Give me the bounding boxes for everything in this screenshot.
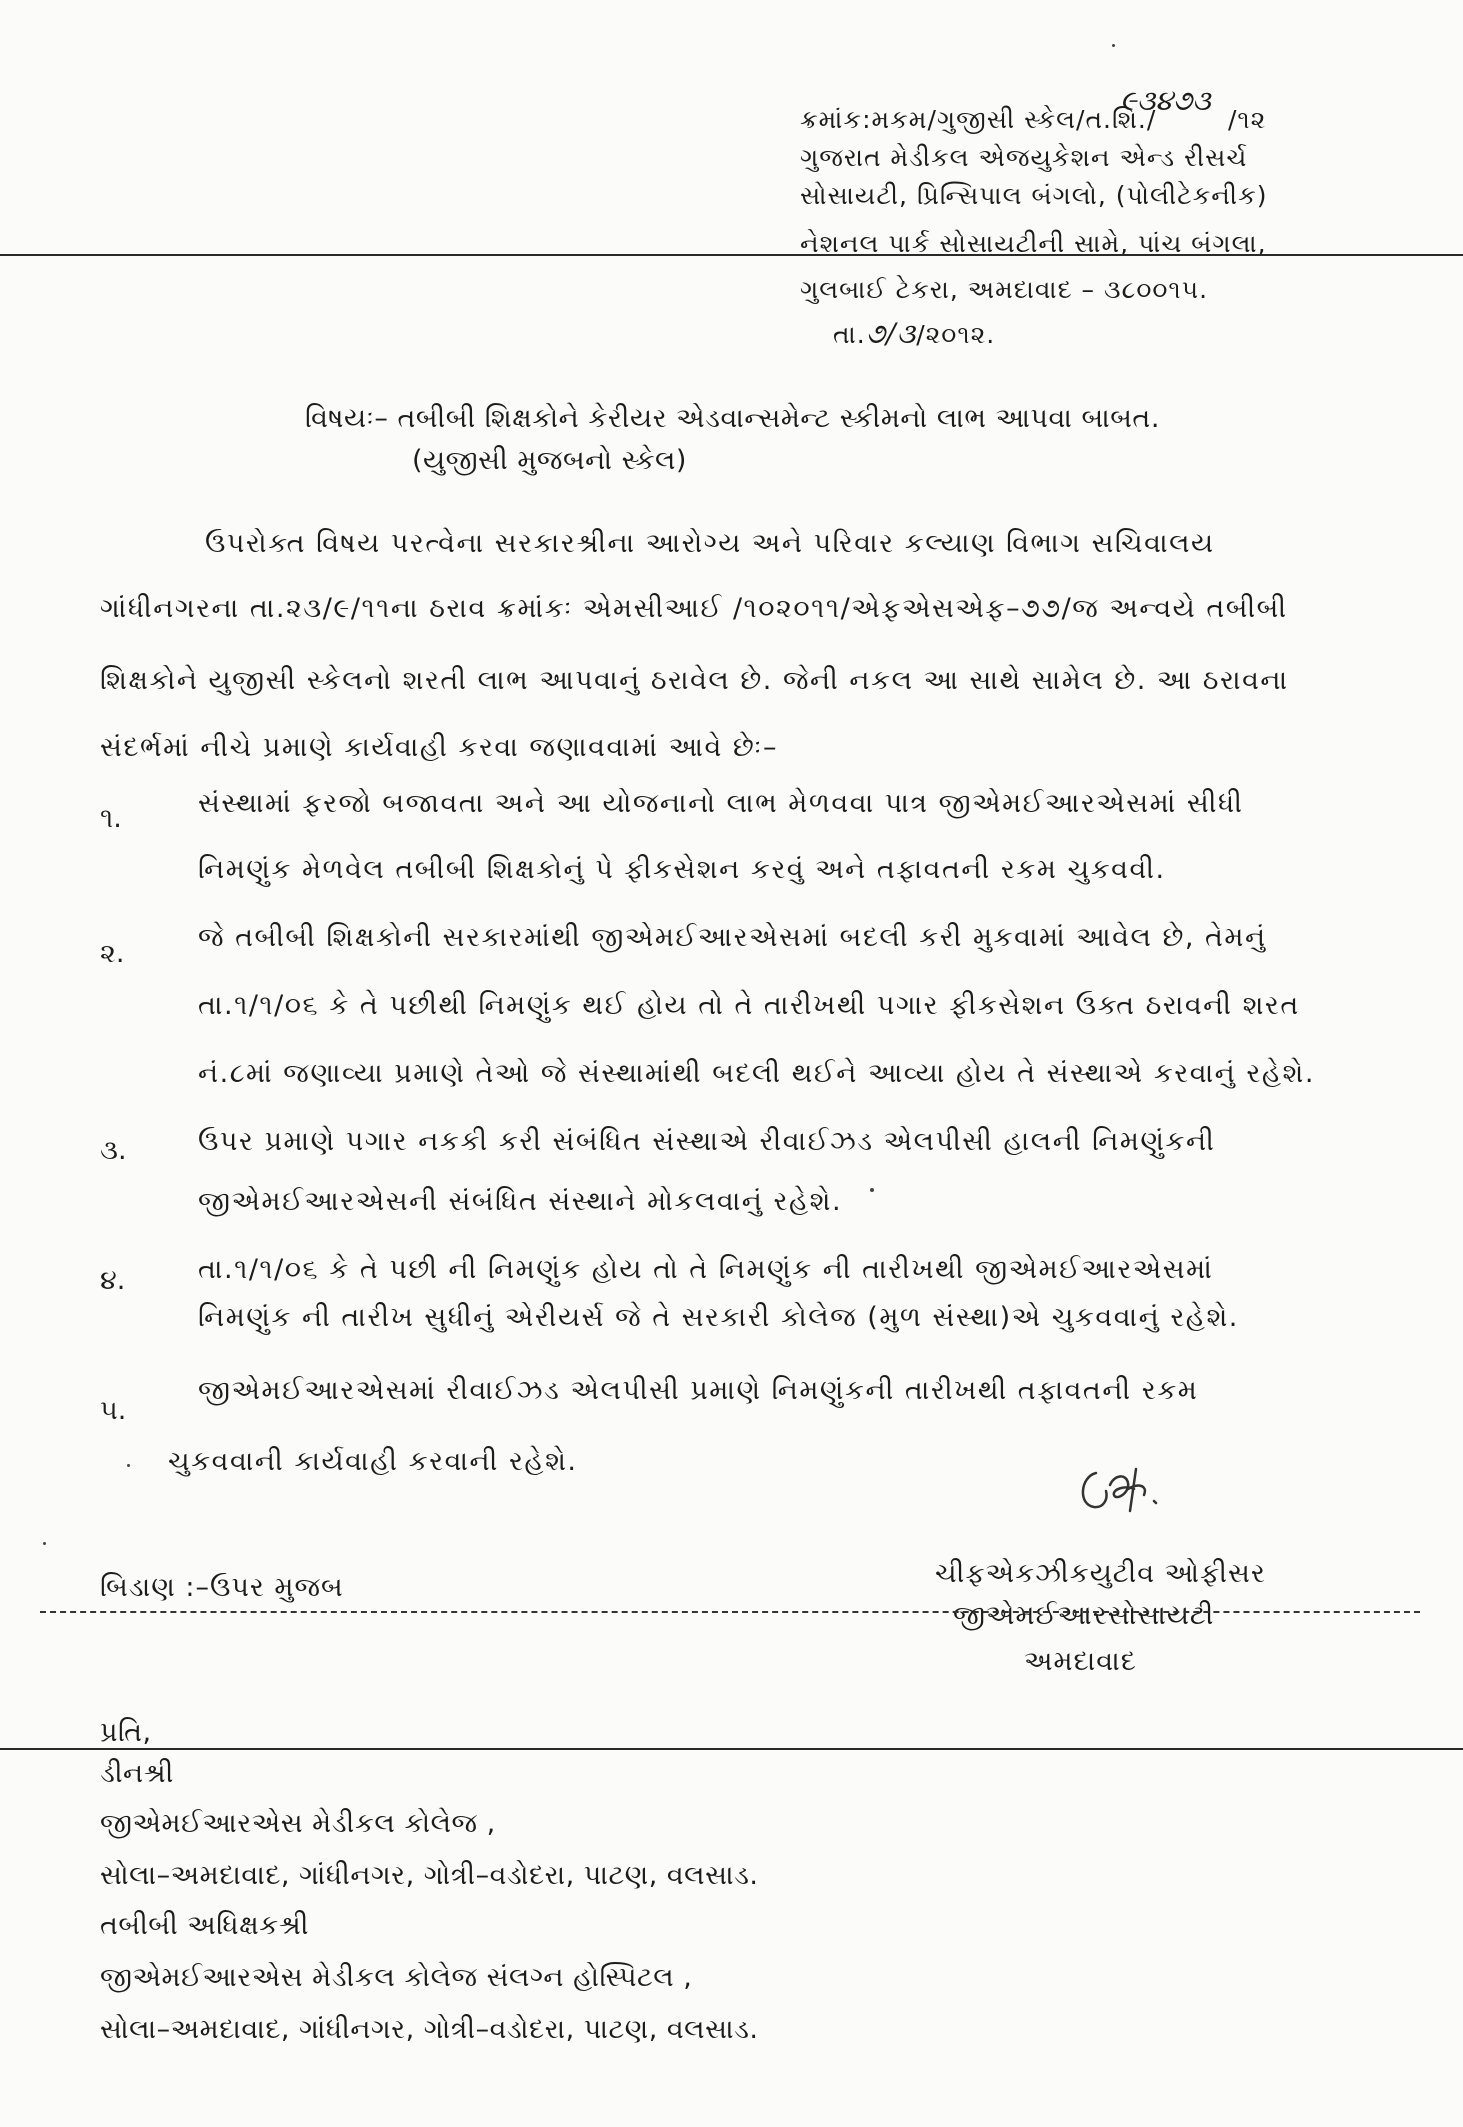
item-line: ઉપર પ્રમાણે પગાર નકકી કરી સંબંધિત સંસ્થાએ રીવાઈઝડ એલપીસી હાલની નિમણુંકની: [198, 1126, 1216, 1157]
item-line: નિમણુંક ની તારીખ સુધીનું એરીયર્સ જે તે સરકારી કોલેજ (મુળ સંસ્થા)એ ચુકવવાનું રહેશે.: [198, 1302, 1239, 1333]
org-address-line: નેશનલ પાર્ક સોસાયટીની સામે, પાંચ બંગલા,: [800, 229, 1267, 258]
addressee-line: સોલા–અમદાવાદ, ગાંધીનગર, ગોત્રી–વડોદરા, પાટણ, વલસાડ.: [100, 2014, 759, 2045]
handwritten-date: ૭/૩: [865, 317, 917, 350]
item-line: નિમણુંક મેળવેલ તબીબી શિક્ષકોનું પે ફીકસેશન કરવું અને તફાવતની રકમ ચુકવવી.: [198, 854, 1166, 885]
item-line: જીએમઈઆરએસમાં રીવાઈઝડ એલપીસી પ્રમાણે નિમણુંકની તારીખથી તફાવતની રકમ: [198, 1375, 1199, 1406]
item-number: ૧.: [100, 803, 122, 834]
org-address-line: ગુલબાઈ ટેકરા, અમદાવાદ – ૩૮૦૦૧૫.: [800, 275, 1209, 304]
signature-mark: [1070, 1455, 1190, 1525]
signatory-organisation: જીએમઈઆરસોસાયટી: [953, 1600, 1215, 1631]
intro-line: સંદર્ભમાં નીચે પ્રમાણે કાર્યવાહી કરવા જણાવવામાં આવે છેઃ–: [100, 732, 779, 763]
addressee-label: પ્રતિ,: [100, 1717, 152, 1748]
signatory-title: ચીફએકઝીકયુટીવ ઓફીસર: [935, 1558, 1266, 1589]
item-line: નં.૮માં જણાવ્યા પ્રમાણે તેઓ જે સંસ્થામાંથી બદલી થઈને આવ્યા હોય તે સંસ્થાએ કરવાનું રહેશે.: [198, 1058, 1315, 1089]
scan-speck: [1112, 44, 1115, 47]
intro-line: ઉપરોક્ત વિષય પરત્વેના સરકારશ્રીના આરોગ્ય અને પરિવાર કલ્યાણ વિભાગ સચિવાલય: [205, 528, 1215, 559]
addressee-line: સોલા–અમદાવાદ, ગાંધીનગર, ગોત્રી–વડોદરા, પાટણ, વલસાડ.: [100, 1860, 759, 1891]
addressee-line: તબીબી અધિક્ષકશ્રી: [100, 1910, 309, 1941]
scan-speck: [43, 1542, 46, 1545]
addressee-line: જીએમઈઆરએસ મેડીકલ કોલેજ સંલગ્ન હોસ્પિટલ ,: [100, 1962, 693, 1993]
subject-note: (યુજીસી મુજબનો સ્કેલ): [412, 445, 687, 476]
scan-speck: [870, 1188, 874, 1192]
item-number: ૫.: [100, 1395, 127, 1426]
header-divider: [0, 254, 1463, 256]
item-line: જે તબીબી શિક્ષકોની સરકારમાંથી જીએમઈઆરએસમાં બદલી કરી મુકવામાં આવેલ છે, તેમનું: [198, 922, 1267, 953]
handwritten-reference: ૯૩૪૭૩: [1120, 84, 1211, 117]
signatory-city: અમદાવાદ: [1024, 1646, 1137, 1677]
item-line: તા.૧/૧/૦૬ કે તે પછી ની નિમણુંક હોય તો તે નિમણુંક ની તારીખથી જીએમઈઆરએસમાં: [198, 1254, 1214, 1285]
addressee-line: ડીનશ્રી: [100, 1758, 174, 1789]
reference-number: ક્રમાંક:મકમ/ગુજીસી સ્કેલ/ત.શિ./: [800, 105, 1157, 134]
org-address-line: સોસાયટી, પ્રિન્સિપાલ બંગલો, (પોલીટેકનીક): [800, 181, 1268, 210]
reference-suffix: /૧૨: [1228, 105, 1267, 134]
letter-date: તા.૭/૩/૨૦૧૨.: [833, 317, 996, 350]
intro-line: ગાંધીનગરના તા.૨૩/૯/૧૧ના ઠરાવ ક્રમાંકઃ એમસીઆઈ /૧૦૨૦૧૧/એફએસએફ–૭૭/જ અન્વયે તબીબી: [100, 593, 1288, 624]
intro-line: શિક્ષકોને યુજીસી સ્કેલનો શરતી લાભ આપવાનું ઠરાવેલ છે. જેની નકલ આ સાથે સામેલ છે. આ ઠરાવના: [100, 665, 1289, 696]
scan-speck: [127, 1464, 130, 1467]
item-number: ૨.: [100, 938, 125, 969]
enclosure-divider: [40, 1611, 1420, 1613]
enclosure-note: બિડાણ :–ઉપર મુજબ: [100, 1572, 344, 1603]
item-line: જીએમઈઆરએસની સંબંધિત સંસ્થાને મોકલવાનું રહેશે.: [198, 1186, 843, 1217]
item-line: સંસ્થામાં ફરજો બજાવતા અને આ યોજનાનો લાભ મેળવવા પાત્ર જીએમઈઆરએસમાં સીધી: [198, 788, 1244, 819]
item-number: ૪.: [100, 1265, 126, 1296]
addressee-divider: [0, 1748, 1463, 1750]
item-line: ચુકવવાની કાર્યવાહી કરવાની રહેશે.: [168, 1446, 578, 1477]
addressee-line: જીએમઈઆરએસ મેડીકલ કોલેજ ,: [100, 1808, 496, 1839]
item-line: તા.૧/૧/૦૬ કે તે પછીથી નિમણુંક થઈ હોય તો તે તારીખથી પગાર ફીકસેશન ઉક્ત ઠરાવની શરત: [198, 990, 1300, 1021]
item-number: ૩.: [100, 1135, 127, 1166]
org-address-line: ગુજરાત મેડીકલ એજયુકેશન એન્ડ રીસર્ચ: [800, 143, 1248, 172]
subject-line: વિષયઃ– તબીબી શિક્ષકોને કેરીયર એડવાન્સમેન્ટ સ્કીમનો લાભ આપવા બાબત.: [305, 403, 1160, 434]
